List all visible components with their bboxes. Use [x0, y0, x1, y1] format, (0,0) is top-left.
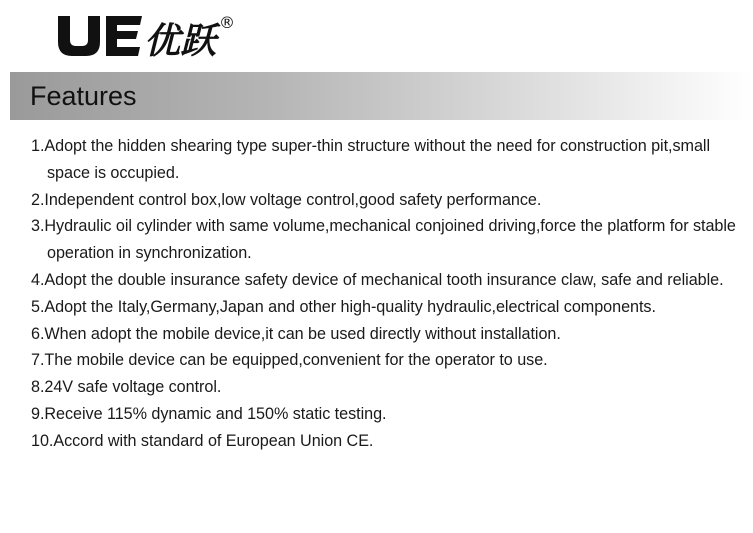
list-item: 7.The mobile device can be equipped,convenient for the operator to use. [31, 351, 548, 370]
section-header-bar [10, 72, 753, 120]
features-list [31, 133, 743, 455]
brand-logo-chinese: 优跃 [144, 21, 217, 62]
list-item: 1.Adopt the hidden shearing type super-thin structure without the need for construction pit,small space is occupied. [31, 137, 711, 182]
list-item: 4.Adopt the double insurance safety device of mechanical tooth insurance claw, safe and reliable. [31, 270, 724, 289]
list-item: 9.Receive 115% dynamic and 150% static testing. [31, 404, 387, 423]
section-title: Features [30, 81, 137, 111]
list-item: 3.Hydraulic oil cylinder with same volume,mechanical conjoined driving,force the platform for stable operation in synchronization. [31, 217, 736, 263]
list-item: 8.24V safe voltage control. [31, 378, 222, 397]
list-item: 2.Independent control box,low voltage control,good safety performance. [31, 190, 542, 209]
list-item: 5.Adopt the Italy,Germany,Japan and other high-quality hydraulic,electrical components. [31, 297, 656, 316]
brand-logo-mark [54, 6, 244, 62]
list-item: 6.When adopt the mobile device,it can be used directly without installation. [31, 324, 561, 343]
brand-logo [54, 6, 244, 62]
registered-mark: ® [219, 13, 235, 32]
list-item: 10.Accord with standard of European Union CE. [31, 431, 374, 450]
